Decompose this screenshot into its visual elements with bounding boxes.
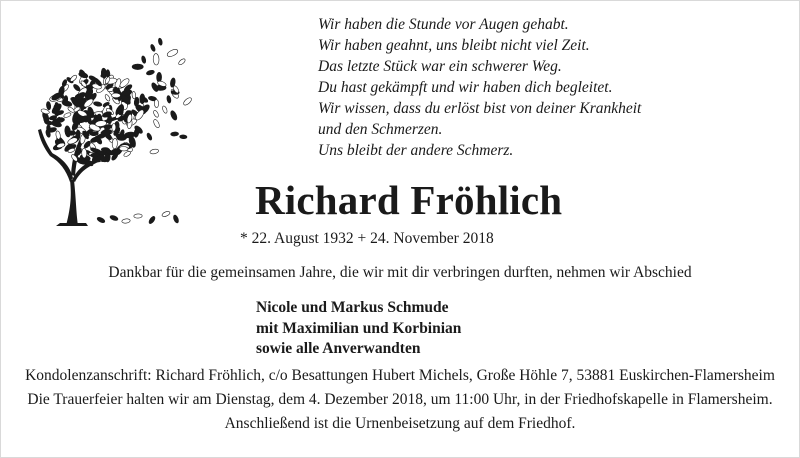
mourner-line: Nicole und Markus Schmude: [256, 299, 449, 316]
poem-line: Wir haben geahnt, uns bleibt nicht viel Zeit.: [318, 37, 590, 54]
poem: [318, 14, 778, 161]
poem-line: Du hast gekämpft und wir haben dich begleitet.: [318, 79, 613, 96]
mourner-line: mit Maximilian und Korbinian: [256, 319, 462, 337]
poem-line: Das letzte Stück war ein schwerer Weg.: [318, 58, 562, 75]
life-dates: * 22. August 1932 + 24. November 2018: [240, 230, 494, 247]
mourner-line: sowie alle Anverwandten: [256, 340, 421, 357]
condolence-address: Kondolenzanschrift: Richard Fröhlich, c/o Besattungen Hubert Michels, Große Höhle 7, 53881 Euskirchen-Flamersheim: [25, 367, 775, 384]
footer-info: [0, 364, 800, 436]
poem-line: Uns bleibt der andere Schmerz.: [318, 142, 514, 159]
mourners-list: [256, 298, 461, 360]
poem-line: und den Schmerzen.: [318, 121, 443, 138]
ceremony-info: Die Trauerfeier halten wir am Dienstag, dem 4. Dezember 2018, um 11:00 Uhr, in der Friedhofskapelle in Flamersheim.: [27, 391, 773, 408]
deceased-name: Richard Fröhlich: [255, 177, 563, 223]
wind-blown-tree-icon: [26, 30, 196, 230]
farewell-text: Dankbar für die gemeinsamen Jahre, die wir mit dir verbringen durften, nehmen wir Abschied: [108, 264, 692, 281]
poem-line: Wir haben die Stunde vor Augen gehabt.: [318, 16, 569, 33]
poem-line: Wir wissen, dass du erlöst bist von deiner Krankheit: [318, 100, 642, 117]
burial-info: Anschließend ist die Urnenbeisetzung auf dem Friedhof.: [224, 415, 576, 432]
